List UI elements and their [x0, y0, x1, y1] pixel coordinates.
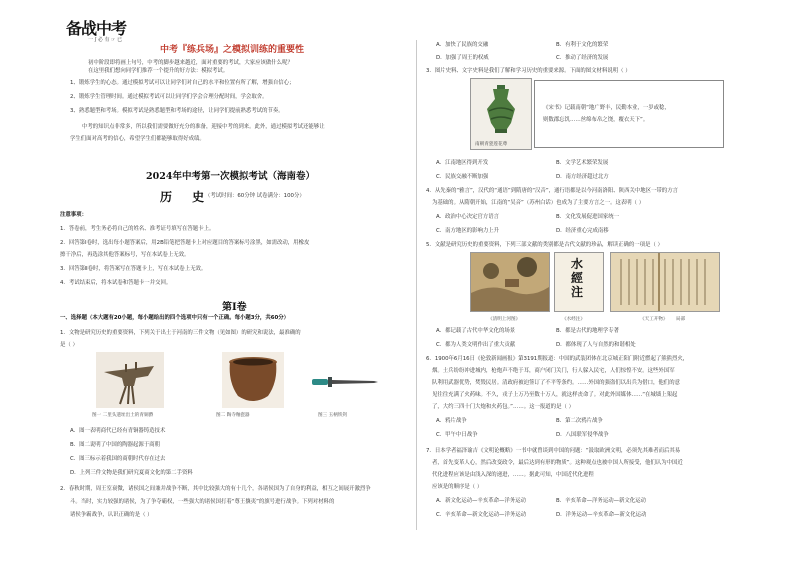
q3-line: 3．图片史料、文字史料是我们了解和学习历史的重要来源。下面的图文材料说明（ ） — [426, 68, 631, 74]
red-heading: 中考『练兵场』之模拟训练的重要性 — [160, 45, 305, 55]
q7-line: 应该是的顺序是（ ） — [432, 484, 483, 490]
iron-sword-image — [310, 372, 380, 392]
q6-line: 见往往充满了火药味。不久，戎子上万乃至数十万人，就这样丧命了。对此外国媒体……“在城墙上架起 — [432, 392, 678, 398]
q2-line: 诸侯争霸战争，认识正确的是（ ） — [70, 512, 153, 518]
subject-title: 历 史 — [160, 190, 213, 204]
intro-line: 3、熟悉题型和考场。模拟考试是熟悉题型和考场的途径，让同学们提前熟悉考试的节奏。 — [70, 108, 284, 114]
quote-line: 《宋书》记载南朝“地广野丰，民勤本业，一岁或稔， — [543, 105, 670, 111]
q2-option: A．加快了民族的交融 — [436, 42, 489, 48]
image-caption: 局部 — [676, 317, 686, 322]
shuijingzhu-title: 水經注 — [571, 257, 584, 299]
q6-line: 了，大约三四十门大炮和火药包。”……。这一报道的是（ ） — [432, 404, 574, 410]
q7-option: C．辛亥革命—新文化运动—洋务运动 — [436, 512, 527, 518]
q4-option: C．南方地区的影响力上升 — [436, 228, 500, 234]
q6-option: D．八国联军侵华战争 — [556, 432, 609, 438]
q7-line: 者，首先变革人心，然后改变政令，最后达到有形的物质”。这种观点也被中国人所接受，他们认为中国近 — [432, 460, 683, 466]
intro-line: 学生们面对高考的信心，希望学生们都能够取得好成绩。 — [70, 136, 205, 142]
image-caption: 《水经注》 — [562, 317, 585, 322]
q6-option: C．甲午中日战争 — [436, 432, 478, 438]
q3-option: C．民族交融不断加强 — [436, 174, 489, 180]
image-caption: 图二 陶寺釉瓷器 — [216, 413, 250, 418]
q4-option: D．经济重心完成南移 — [556, 228, 609, 234]
shuijingzhu-image — [554, 252, 604, 312]
bronze-jue-image — [96, 352, 164, 408]
q7-line: 7．日本学者福泽谕吉《文明论概略》一书中就曾谈到中国的问题：“汲取欧洲文明，必须先其难者而后其易 — [426, 448, 681, 454]
logo-subtext: 一 ʃ 必 有 ☞ 已 — [88, 37, 123, 43]
q2-option: B．有利于文化的繁荣 — [556, 42, 609, 48]
q7-option: A．新文化运动—辛亥革命—洋务运动 — [436, 498, 526, 504]
intro-line: 2、锻炼学生管理时间。通过模拟考试可以让同学们学会合理分配时间，学会取舍。 — [70, 94, 268, 100]
image-caption: 图三 玉柄铁剑 — [318, 413, 348, 418]
q5-option: B．都是古代的地理学专著 — [556, 328, 619, 334]
q4-option: B．文化发展促进国家统一 — [556, 214, 619, 220]
q3-option: B．文学艺术繁荣发展 — [556, 160, 609, 166]
q1-option: D．上列三件文物是我们研究夏商文化的第二手资料 — [70, 470, 193, 476]
celadon-vase-image — [470, 78, 532, 150]
intro-line: 初中阶段即将画上句号，中考的脚步越来越近，面对重要的考试，大家应该做什么呢？ — [88, 60, 293, 66]
image-caption: 《清明上河图》 — [488, 317, 521, 322]
q7-option: D．洋务运动—辛亥革命—新文化运动 — [556, 512, 647, 518]
q7-line: 代化进程应该是由浅入深的递进，……。据此可知，中国近代化进程 — [432, 472, 594, 478]
q2-line: 2．春秋时期，周王室衰微，诸侯国之间兼并战争不断，其中比较强大的有十几个，各诸侯国为了自身的利益，相互之间展开激烈争 — [60, 486, 371, 492]
q6-line: 6．1900年6月16日《伦敦新闻画报》第3191期报道：中国的武装团体在北京城正阳门附近燃起了熊熊烈火， — [426, 356, 689, 362]
q5-option: C．都为人类文明作出了重大贡献 — [436, 342, 516, 348]
q6-line: 烟。土兵纷纷冲进城内，枪炮声不绝于耳，商户闭门关门，行人躲入民宅，人们惊惶不安。这些外国军 — [432, 368, 675, 374]
q7-option: B．辛亥革命—洋务运动—新文化运动 — [556, 498, 646, 504]
pottery-image — [222, 352, 284, 408]
q2-option: D．加强了周王的权威 — [436, 55, 489, 61]
notice-line: 2．回答第Ⅰ卷时，选出每小题答案后，用2B铅笔把答题卡上对应题目的答案标号涂黑，如需改动，用橡皮 — [60, 240, 310, 246]
qingming-painting-image — [470, 252, 550, 312]
intro-line: 1、锻炼学生的心态。通过模拟考试可以让同学们对自己的水平和位置有所了解，增强自信心； — [70, 80, 295, 86]
q5-line: 5．文献是研究历史的重要资料，下列三部文献的类别都是古代文献的珍品，解读正确的一项是（ ） — [426, 242, 663, 248]
image-caption: 《天工开物》 — [640, 317, 668, 322]
exam-title: 2024年中考第一次模拟考试（海南卷） — [146, 171, 315, 182]
q1-option: A．图一表明商代已经有青铜器铸造技术 — [70, 428, 166, 434]
notice-line: 1．答卷前，考生务必将自己的姓名、准考证号填写在答题卡上。 — [60, 226, 215, 232]
q5-option: D．都体现了人与自然的和谐相处 — [556, 342, 636, 348]
tiangong-kaiwu-image — [610, 252, 720, 312]
brand-logo — [66, 14, 132, 44]
q2-line: 斗。当时，实力较强的诸侯，为了争夺霸权，一些强大的诸侯国打着“尊王攘夷”的旗号进行战争。下列对材料的 — [70, 499, 335, 505]
image-caption: 图一 二里头遗址出土的青铜爵 — [92, 413, 154, 418]
notice-line: 4．考试结束后，将本试卷和答题卡一并交回。 — [60, 280, 172, 286]
q6-option: A．鸦片战争 — [436, 418, 467, 424]
q3-option: A．江南地区得到开发 — [436, 160, 489, 166]
q4-line: 为基础的。从隋朝开始，江南的“吴音”（苏州白话）也成为了主要方言之一。这表明（ ） — [432, 200, 645, 206]
notice-line: 擦干净后，再选涂其他答案标号，写在本试卷上无效。 — [60, 252, 190, 258]
q6-line: 队利用武器优势，焚毁民居。清政府被迫签订了不平等条约。……外国的强盗们以出兵为借口，他们的意 — [432, 380, 680, 386]
song-shu-quote — [534, 80, 724, 148]
q3-option: D．南方经济超过北方 — [556, 174, 609, 180]
q1-line: 1．文物是研究历史的重要资料，下列关于出土于河南的三件文物（见如图）的研究和说法，最准确的 — [60, 330, 301, 336]
notice-label: 注意事项： — [60, 212, 87, 218]
q1-option: B．图二说明了中国的陶器起源于商朝 — [70, 442, 160, 448]
q1-line: 是（ ） — [60, 342, 78, 348]
quote-line: 则数郡忘饥……丝绵布帛之饶，覆衣天下”。 — [543, 117, 649, 123]
column-divider — [416, 40, 417, 530]
logo-text: 备战中考 — [66, 19, 127, 38]
q1-option: C．图三标示着我国的商朝时代存在过去 — [70, 456, 166, 462]
q5-option: A．都记载了古代中华文化的场景 — [436, 328, 516, 334]
q4-line: 4．从先秦的“雅言”，汉代的“通语”到隋唐的“汉音”，通行语都是以今河南洛阳、陕西关中地区一带的方言 — [426, 188, 678, 194]
notice-line: 3．回答第Ⅱ卷时，将答案写在答题卡上，写在本试卷上无效。 — [60, 266, 207, 272]
intro-line: 在这里我们想向同学们推荐一个提升的好方法：模拟考试。 — [88, 68, 229, 74]
section-title: 一、选择题（本大题有20小题，每小题给出的四个选项中只有一个正确。每小题3分，共60分） — [60, 315, 289, 321]
q2-option: C．推动了经济的发展 — [556, 55, 609, 61]
q6-option: B．第二次鸦片战争 — [556, 418, 603, 424]
intro-line: 中考的知识点非常多，所以我们需要做好充分的准备，迎接中考的到来。此外，通过模拟考试还能够让 — [82, 124, 325, 130]
section-juan-title: 第Ⅰ卷 — [222, 302, 247, 313]
q4-option: A．政治中心决定官方语言 — [436, 214, 499, 220]
vase-caption: 南朝青瓷莲花尊 — [475, 142, 508, 147]
exam-meta: （考试时间：60分钟 试卷满分：100分） — [205, 193, 305, 199]
